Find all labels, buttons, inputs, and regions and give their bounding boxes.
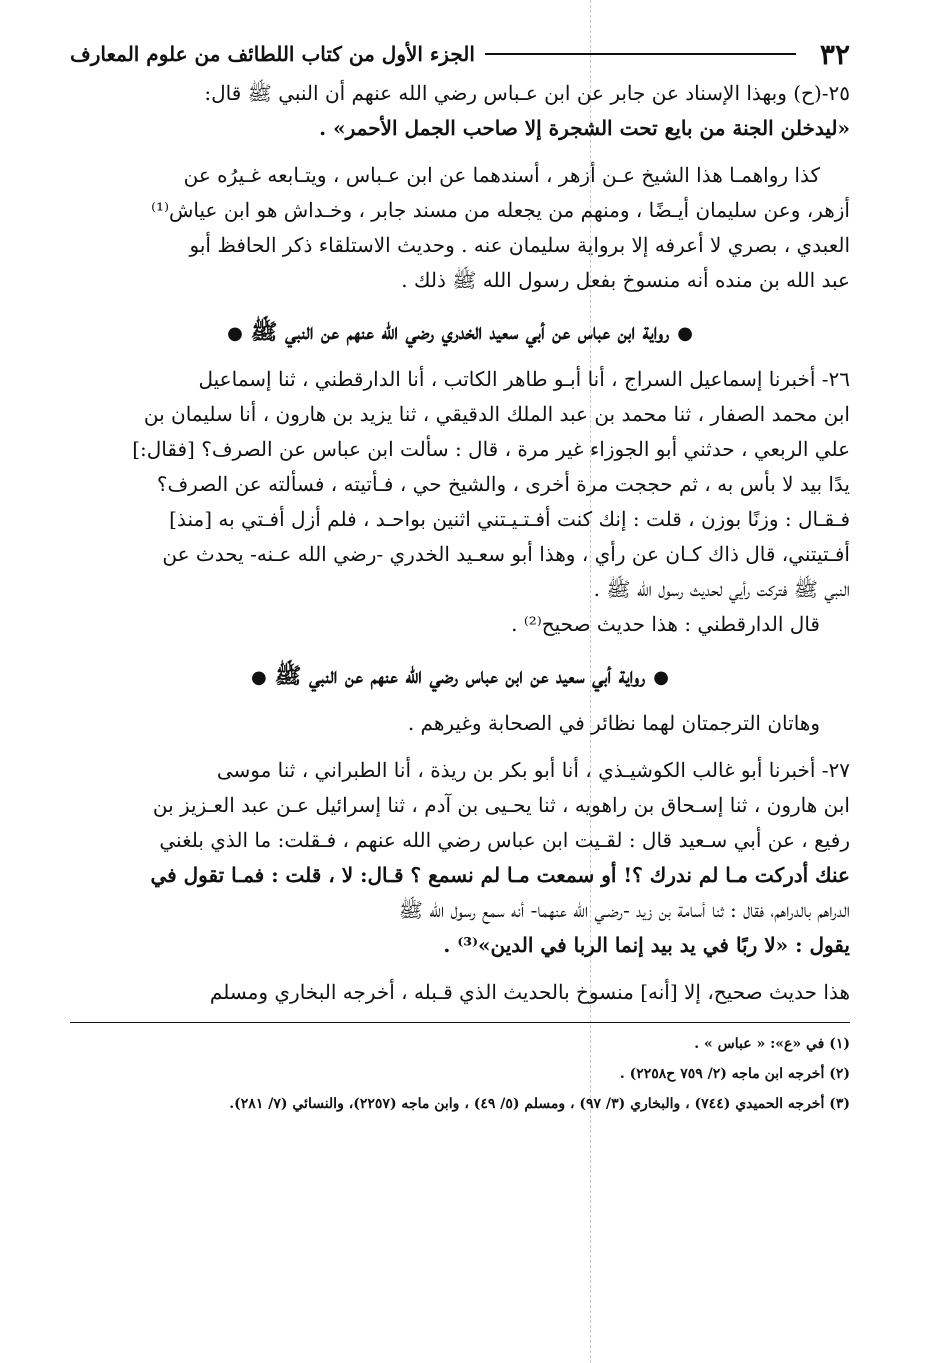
header-rule (485, 53, 796, 55)
commentary-26-line-1: قال الدارقطني : هذا حديث صحيح⁽²⁾ . (511, 612, 820, 636)
section-heading-1-text: رواية ابن عباس عن أبي سعيد الخدري رضي الله عنهم عن النبي ﷺ (250, 319, 670, 345)
hadith-25-line-1: ٢٥-(ح) وبهذا الإسناد عن جابر عن ابن عـباس رضي الله عنهم أن النبي ﷺ قال: (204, 81, 850, 105)
hadith-27-line-4: عنك أدركت مـا لم ندرك ؟! أو سمعت مـا لم نسمع ؟ قـال: لا ، قلت : فمـا تقول في (150, 863, 850, 887)
commentary-25-line-4: عبد الله بن منده أنه منسوخ بفعل رسول الله ﷺ ذلك . (401, 268, 850, 292)
document-page (70, 32, 850, 1119)
running-title: الجزء الأول من كتاب اللطائف من علوم المعارف (70, 42, 475, 66)
footnote-2: (٢) أخرجه ابن ماجه (٢/ ٧٥٩ ح٢٢٥٨) . (619, 1066, 850, 1082)
hadith-27-line-1: ٢٧- أخبرنا أبو غالب الكوشيـذي ، أنا أبو بكر بن ريذة ، أنا الطبراني ، ثنا موسى (216, 758, 850, 782)
hadith-27-line-6: يقول : «لا ربًا في يد بيد إنما الربا في الدين»⁽³⁾ . (443, 933, 850, 957)
hadith-26-line-3: علي الربعي ، حدثني أبو الجوزاء غير مرة ، قال : سألت ابن عباس عن الصرف؟ [فقال:] (132, 437, 850, 461)
heading-bullet: ● (251, 667, 267, 688)
page-number: ٣٢ (819, 37, 850, 71)
heading-bullet: ● (227, 323, 243, 344)
commentary-25-line-2: أزهر، وعن سليمان أيـضًا ، ومنهم من يجعله من مسند جابر ، وخـداش هو ابن عياش⁽¹⁾ (151, 198, 850, 222)
commentary-25-line-3: العبدي ، بصري لا أعرفه إلا برواية سليمان عنه . وحديث الاستلقاء ذكر الحافظ أبو (189, 233, 850, 257)
section-heading-2-text: رواية أبي سعيد عن ابن عباس رضي الله عنهم عن النبي ﷺ (274, 663, 646, 689)
hadith-26-line-5: فـقـال : وزنًا بوزن ، قلت : إنك كنت أفـتـيـتني اثنين بواحـد ، فلم أزل أفـتي به [منذ] (169, 507, 850, 531)
page-header (70, 32, 850, 76)
hadith-27-line-3: رفيع ، عن أبي سـعيد قال : لقـيت ابن عباس رضي الله عنهم ، فـقلت: ما الذي بلغني (159, 828, 850, 852)
intro-27-line-1: وهاتان الترجمتان لهما نظائر في الصحابة وغيرهم . (407, 711, 820, 735)
heading-bullet: ● (677, 323, 693, 344)
footnote-1: (١) في «ع»: « عباس » . (694, 1036, 850, 1052)
hadith-26-line-2: ابن محمد الصفار ، ثنا محمد بن عبد الملك الدقيقي ، ثنا يزيد بن هارون ، أنا سليمان بن (143, 402, 850, 426)
hadith-27-line-2: ابن هارون ، ثنا إسـحاق بن راهويه ، ثنا يحـيى بن آدم ، ثنا إسرائيل عـن عبد العـزيز بن (152, 793, 850, 817)
hadith-26-line-7: النبي ﷺ فتركت رأيي لحديث رسول الله ﷺ . (593, 577, 850, 601)
commentary-27-line-1: هذا حديث صحيح، إلا [أنه] منسوخ بالحديث الذي قـبله ، أخرجه البخاري ومسلم (209, 980, 850, 1004)
footnote-separator (70, 1022, 850, 1023)
commentary-25-line-1: كذا رواهمـا هذا الشيخ عـن أزهر ، أسندهما عن ابن عـباس ، ويتـابعه غـيرُه عن (183, 163, 820, 187)
hadith-26-line-6: أفـتيتني، قال ذاك كـان عن رأي ، وهذا أبو سعـيد الخدري -رضي الله عـنه- يحدث عن (162, 542, 850, 566)
hadith-27-line-5: الدراهم بالدراهم، فقال : ثنا أسامة بن زيد -رضـي الله عنهما- أنه سمع رسول الله ﷺ (398, 898, 850, 922)
hadith-26-line-1: ٢٦- أخبرنا إسماعيل السراج ، أنا أبـو طاهر الكاتب ، أنا الدارقطني ، ثنا إسماعيل (198, 367, 850, 391)
hadith-25-line-2: «ليدخلن الجنة من بايع تحت الشجرة إلا صاحب الجمل الأحمر» . (319, 116, 850, 140)
section-heading-1 (70, 312, 850, 354)
heading-bullet: ● (653, 667, 669, 688)
section-heading-2 (70, 656, 850, 698)
footnote-3: (٣) أخرجه الحميدي (٧٤٤) ، والبخاري (٣/ ٩٧) ، ومسلم (٥/ ٤٩) ، وابن ماجه (٢٢٥٧)، والنسائي (٧/ ٢٨١). (229, 1096, 850, 1112)
hadith-26-line-4: يدًا بيد لا بأس به ، ثم حججت مرة أخرى ، والشيخ حي ، فـأتيته ، فسألته عن الصرف؟ (156, 472, 850, 496)
